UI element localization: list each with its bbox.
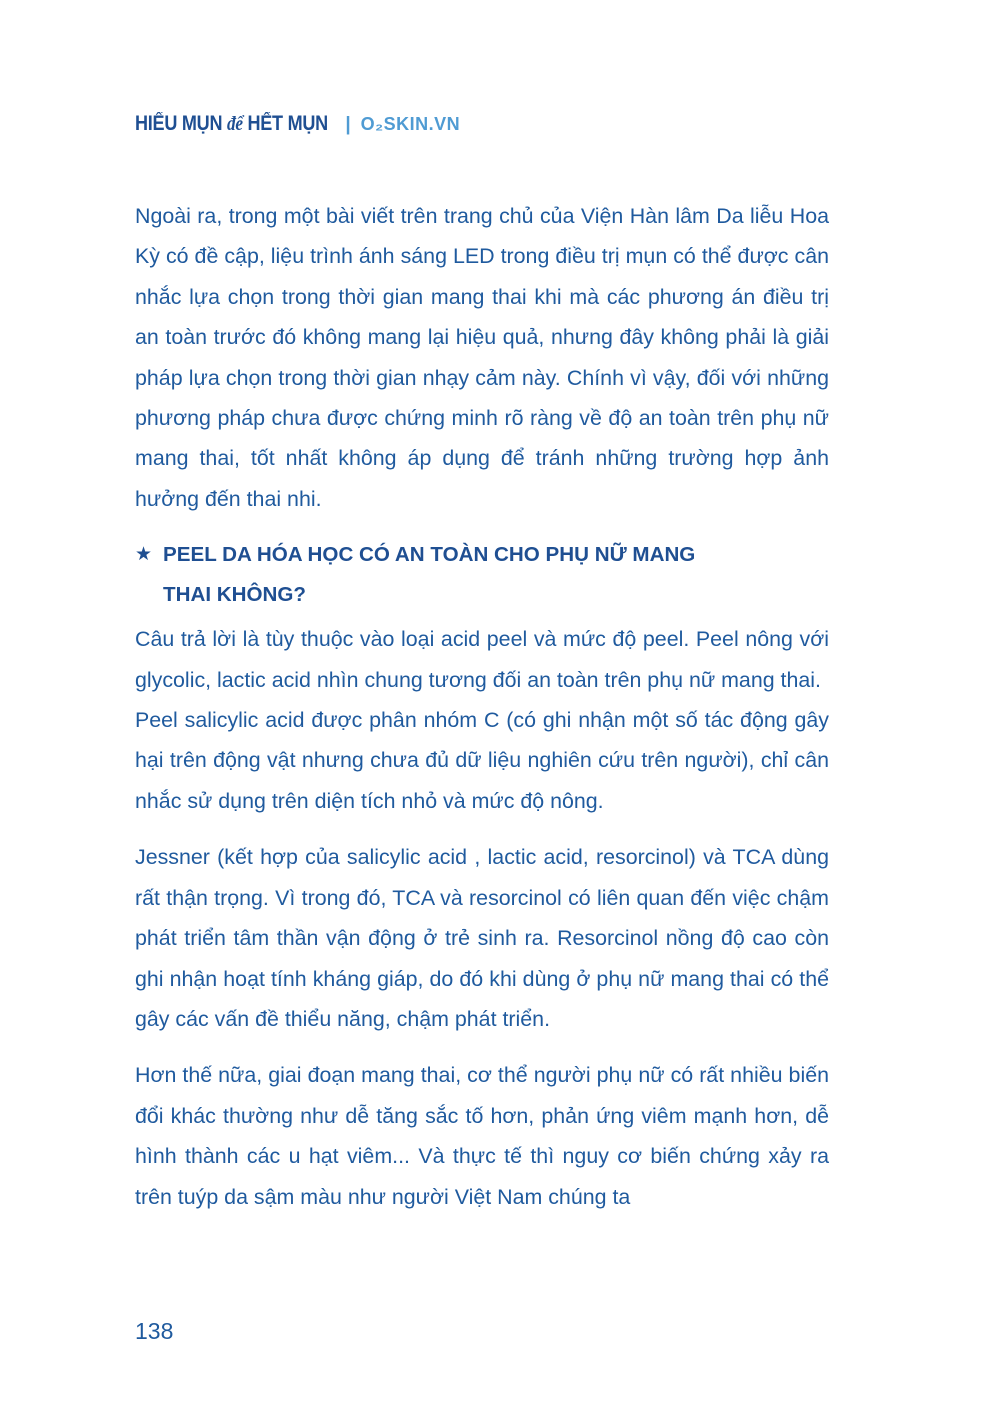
book-title: [135, 112, 328, 136]
book-title-part1: HIỂU MỤN: [135, 112, 227, 135]
star-icon: ★: [135, 544, 153, 566]
paragraph-salicylic: Peel salicylic acid được phân nhóm C (có ghi nhận một số tác động gây hại trên động vật nhưng chưa đủ dữ liệu nghiên cứu trên người), chỉ cân nhắc sử dụng trên diện tích nhỏ và mức độ nông.: [135, 708, 829, 813]
header-separator: |: [345, 114, 351, 135]
paragraph-led-therapy: Ngoài ra, trong một bài viết trên trang chủ của Viện Hàn lâm Da liễu Hoa Kỳ có đề cập, liệu trình ánh sáng LED trong điều trị mụn có thể được cân nhắc lựa chọn trong thời gian mang thai khi mà các phương án điều trị an toàn trước đó không mang lại hiệu quả, nhưng đây không phải là giải pháp lựa chọn trong thời gian nhạy cảm này. Chính vì vậy, đối với những phương pháp chưa được chứng minh rõ ràng về độ an toàn trên phụ nữ mang thai, tốt nhất không áp dụng để tránh những trường hợp ảnh hưởng đến thai nhi.: [135, 204, 829, 511]
paragraph-jessner: Jessner (kết hợp của salicylic acid , lactic acid, resorcinol) và TCA dùng rất thận trọng. Vì trong đó, TCA và resorcinol có liên quan đến việc chậm phát triển tâm thần vận động ở trẻ sinh ra. Resorcinol nồng độ cao còn ghi nhận hoạt tính kháng giáp, do đó khi dùng ở phụ nữ mang thai có thể gây các vấn đề thiểu năng, chậm phát triển.: [135, 845, 829, 1031]
page-number: 138: [135, 1318, 174, 1344]
book-title-de: để: [226, 113, 243, 135]
page-body: [135, 196, 829, 1217]
site-name: O₂SKIN.VN: [360, 114, 461, 134]
paragraph-pregnancy-changes: Hơn thế nữa, giai đoạn mang thai, cơ thể người phụ nữ có rất nhiều biến đổi khác thường như dễ tăng sắc tố hơn, phản ứng viêm mạnh hơn, dễ hình thành các u hạt viêm... Và thực tế thì nguy cơ biến chứng xảy ra trên tuýp da sậm màu như người Việt Nam chúng ta: [135, 1063, 829, 1209]
section-heading: [135, 535, 829, 615]
running-header: [135, 112, 460, 136]
paragraph-peel-answer: Câu trả lời là tùy thuộc vào loại acid peel và mức độ peel. Peel nông với glycolic, lactic acid nhìn chung tương đối an toàn trên phụ nữ mang thai.: [135, 627, 829, 692]
section-heading-text: PEEL DA HÓA HỌC CÓ AN TOÀN CHO PHỤ NỮ MANG THAI KHÔNG?: [163, 543, 696, 607]
book-title-part2: HẾT MỤN: [242, 112, 328, 135]
